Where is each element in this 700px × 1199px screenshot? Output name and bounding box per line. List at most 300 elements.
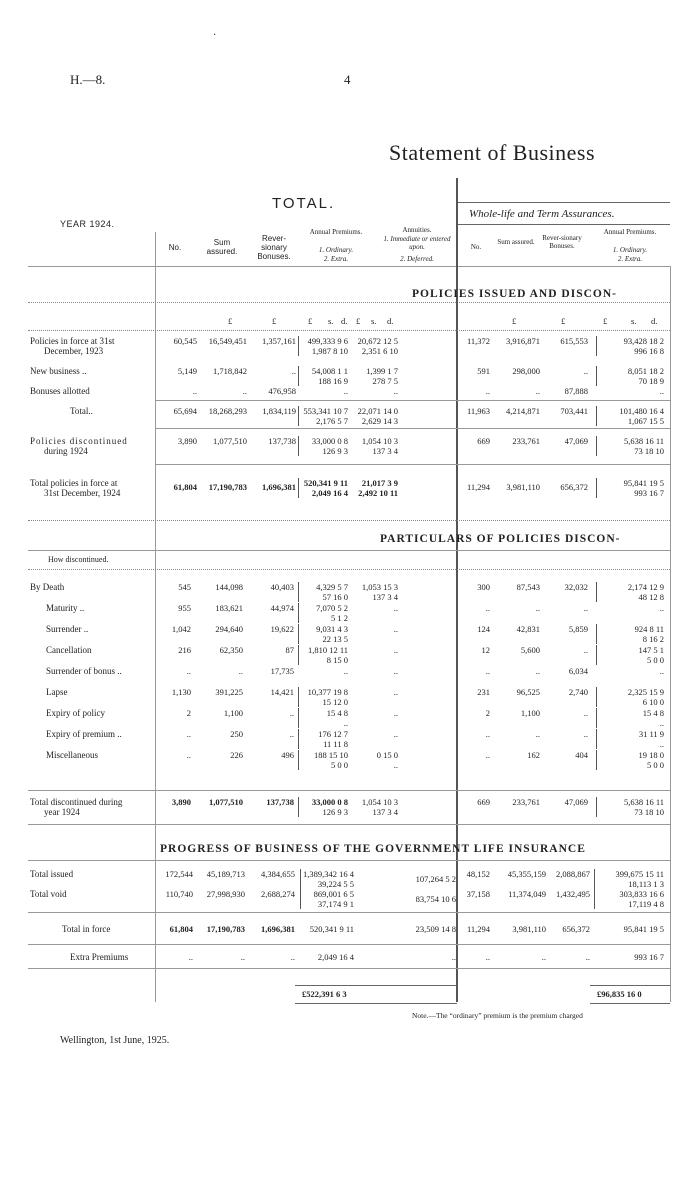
cell-no: .. [188, 952, 193, 962]
cell-rev: 17,735 [270, 666, 294, 676]
col-no: No. [168, 243, 182, 252]
cell-sum: 1,718,842 [213, 366, 247, 376]
wl-cell-prem-extra: 73 18 10 [634, 446, 664, 456]
cell-sum: 18,268,293 [208, 406, 247, 416]
cell-annuity: .. [393, 624, 398, 634]
cell-prem-extra: 188 16 9 [318, 376, 348, 386]
year-label: YEAR 1924. [60, 219, 115, 229]
bracket [596, 336, 600, 356]
col-annuities: Annuities. [402, 226, 432, 234]
cell-ann-immediate: 1,054 10 3 [361, 797, 398, 807]
cell-prem-ordinary: 33,000 0 8 [311, 797, 348, 807]
cell-annuity: .. [393, 760, 398, 770]
wl-cell-rev: .. [585, 952, 590, 962]
wl-cell-no: 11,294 [466, 924, 490, 934]
row-label: Surrender .. [46, 624, 89, 634]
cell-annuity: .. [393, 729, 398, 739]
cell-ann-deferred: 278 7 5 [372, 376, 398, 386]
cell-rev: 2,688,274 [261, 889, 295, 899]
wl-cell-no: 124 [477, 624, 490, 634]
cell-no: 172,544 [165, 869, 193, 879]
wl-cell-prem-ordinary: 5,638 16 11 [623, 436, 664, 446]
cell-premium: 2,049 16 4 [317, 952, 354, 962]
unit-s-wl-prem: s. [631, 316, 637, 326]
unit-pound-rev: £ [272, 316, 277, 326]
cell-prem-extra: 2,049 16 4 [311, 488, 348, 498]
col-ap-extra: 2. Extra. [323, 255, 349, 263]
cell-premium: 520,341 9 11 [309, 924, 354, 934]
unit-s-ann: s. [371, 316, 377, 326]
bracket [300, 889, 304, 909]
cell-prem-ordinary: 33,000 0 8 [311, 436, 348, 446]
cell-annuity: .. [393, 708, 398, 718]
cell-ann-deferred: 137 3 4 [372, 446, 398, 456]
wl-cell-rev: 404 [575, 750, 588, 760]
wl-col-ap-ordinary: 1. Ordinary. [612, 246, 648, 254]
col-ap-ordinary: 1. Ordinary. [318, 246, 354, 254]
wl-cell-sum: 5,600 [520, 645, 540, 655]
row-label: Surrender of bonus .. [46, 666, 122, 676]
cell-rev: 476,958 [268, 386, 296, 396]
wl-cell-no: 48,152 [466, 869, 490, 879]
cell-rev: 137,738 [266, 797, 294, 807]
cell-rev: .. [289, 708, 294, 718]
cell-sum: 391,225 [215, 687, 243, 697]
wl-cell-premium: 19 18 0 [638, 750, 664, 760]
wl-cell-rev: 656,372 [562, 924, 590, 934]
cell-rev: 496 [281, 750, 294, 760]
cell-no: 65,694 [173, 406, 197, 416]
row-label: Total.. [70, 406, 93, 416]
bracket [596, 750, 600, 770]
wl-cell-premium: 18,113 1 3 [628, 879, 664, 889]
wl-cell-no: .. [485, 729, 490, 739]
page-number: 4 [344, 72, 351, 87]
wl-cell-premium: 15 4 8 [642, 708, 664, 718]
bracket [298, 624, 302, 644]
footer-date: Wellington, 1st June, 1925. [60, 1035, 170, 1046]
wl-cell-no: 11,372 [466, 336, 490, 346]
cell-annuity: 107,264 5 2 [415, 874, 456, 884]
wl-cell-prem-extra: 993 16 7 [634, 488, 664, 498]
wl-cell-sum: 233,761 [512, 797, 540, 807]
row-rule [28, 968, 670, 969]
wl-cell-sum: 3,916,871 [506, 336, 540, 346]
bracket [596, 436, 600, 456]
cell-prem-extra: 2,176 5 7 [316, 416, 348, 426]
cell-annuity: 1,053 15 3 [361, 582, 398, 592]
cell-rev: 44,974 [270, 603, 294, 613]
cell-sum: 62,350 [219, 645, 243, 655]
col-ann-immediate: 1. Immediate or entered upon. [383, 235, 451, 251]
cell-annuity: .. [393, 645, 398, 655]
wl-cell-premium: 48 12 8 [638, 592, 664, 602]
wl-cell-rev: .. [583, 603, 588, 613]
row-label: Maturity .. [46, 603, 85, 613]
bracket [298, 366, 302, 386]
row-label: Total issued [30, 869, 74, 879]
cell-rev: 87 [285, 645, 294, 655]
row-label: Lapse [46, 687, 68, 697]
row-rule [155, 428, 670, 429]
cell-prem-extra: 1,987 8 10 [311, 346, 348, 356]
cell-premium: 22 13 5 [322, 634, 348, 644]
cell-no: 955 [178, 603, 191, 613]
bracket [596, 478, 600, 498]
wl-cell-premium: 147 5 1 [638, 645, 664, 655]
wl-cell-prem-extra: 1,067 15 5 [627, 416, 664, 426]
wl-grand-total: £96,835 16 0 [597, 989, 642, 999]
cell-prem-ordinary: 553,341 10 7 [303, 406, 348, 416]
wl-cell-no: .. [485, 603, 490, 613]
cell-no: .. [186, 666, 191, 676]
cell-no: .. [186, 750, 191, 760]
wl-cell-rev: 2,088,867 [556, 869, 590, 879]
wl-cell-prem-ordinary: 8,051 18 2 [627, 366, 664, 376]
col-sum-assured: Sum assured. [206, 238, 238, 256]
cell-sum: 144,098 [215, 582, 243, 592]
wl-cell-premium: .. [659, 666, 664, 676]
wl-cell-rev: .. [583, 366, 588, 376]
bracket [298, 687, 302, 707]
wl-cell-no: .. [485, 666, 490, 676]
section-progress: PROGRESS OF BUSINESS OF THE GOVERNMENT LIFE INSURANCE [160, 843, 586, 855]
wl-cell-prem-ordinary: .. [659, 386, 664, 396]
cell-premium: 188 15 10 [314, 750, 348, 760]
wl-cell-prem-ordinary: 95,841 19 5 [623, 478, 664, 488]
wl-cell-no: 2 [485, 708, 490, 718]
cell-rev: 40,403 [270, 582, 294, 592]
wl-cell-rev: 703,441 [560, 406, 588, 416]
wl-cell-prem-ordinary: 5,638 16 11 [623, 797, 664, 807]
wl-cell-sum: 3,981,110 [512, 924, 546, 934]
wl-cell-no: 669 [477, 797, 490, 807]
wl-cell-sum: 1,100 [520, 708, 540, 718]
footnote: Note.—The “ordinary” premium is the premium charged [412, 1011, 583, 1020]
cell-prem-ordinary: .. [343, 386, 348, 396]
wl-cell-no: 11,294 [466, 482, 490, 492]
cell-no: 545 [178, 582, 191, 592]
cell-no: 61,804 [169, 924, 193, 934]
wl-cell-rev: 5,859 [568, 624, 588, 634]
col-reversionary: Rever-sionary Bonuses. [257, 234, 291, 261]
row-label-line2: during 1924 [44, 446, 88, 456]
cell-ann-deferred: 2,492 10 11 [358, 488, 398, 498]
cell-annuity: 23,509 14 8 [415, 924, 456, 934]
wl-cell-no: 300 [477, 582, 490, 592]
wl-cell-sum: 45,355,159 [507, 869, 546, 879]
cell-premium: .. [343, 666, 348, 676]
wl-cell-premium: 303,833 16 6 [619, 889, 664, 899]
wl-cell-rev: 2,740 [568, 687, 588, 697]
how-discontinued-label: How discontinued. [48, 555, 109, 564]
cell-sum: 17,190,783 [206, 924, 245, 934]
unit-pound-wl-prem: £ [603, 316, 608, 326]
total-heading: TOTAL. [272, 195, 336, 212]
wl-cell-prem-extra: 73 18 10 [634, 807, 664, 817]
unit-pound-ann: £ [356, 316, 361, 326]
grand-total: £522,391 6 3 [302, 989, 347, 999]
wl-cell-rev: 6,034 [568, 666, 588, 676]
cell-premium: 5 1 2 [331, 613, 348, 623]
bracket [298, 406, 302, 426]
unit-d-ann: d. [387, 316, 394, 326]
bracket [298, 582, 302, 602]
cell-no: 61,804 [173, 482, 197, 492]
wl-cell-no: 37,158 [466, 889, 490, 899]
row-label-line2: December, 1923 [44, 346, 104, 356]
cell-premium: 10,377 19 8 [307, 687, 348, 697]
row-label: New business .. [30, 366, 87, 376]
row-label: Expiry of policy [46, 708, 105, 718]
wl-cell-rev: 47,069 [564, 797, 588, 807]
cell-no: 2 [186, 708, 191, 718]
bracket [596, 406, 600, 426]
section-issued: POLICIES ISSUED AND DISCON- [412, 288, 617, 300]
cell-ann-deferred: 2,351 6 10 [361, 346, 398, 356]
wl-cell-sum: 87,543 [516, 582, 540, 592]
wl-cell-no: 669 [477, 436, 490, 446]
row-label-line2: 31st December, 1924 [44, 488, 121, 498]
wl-cell-sum: 162 [527, 750, 540, 760]
wl-cell-sum: .. [535, 666, 540, 676]
row-label: Policies in force at 31st [30, 336, 115, 346]
cell-rev: 4,384,655 [261, 869, 295, 879]
col-annual-premiums: Annual Premiums. [309, 228, 363, 236]
wl-cell-premium: 2,174 12 9 [627, 582, 664, 592]
bracket [596, 582, 600, 602]
cell-annuity: 83,754 10 6 [415, 894, 456, 904]
wl-cell-premium: 8 16 2 [642, 634, 664, 644]
bracket [596, 708, 600, 728]
bracket [596, 797, 600, 817]
cell-no: 1,042 [171, 624, 191, 634]
unit-pound-wl-sum: £ [512, 316, 517, 326]
wl-cell-premium: .. [659, 739, 664, 749]
cell-no: 3,890 [177, 436, 197, 446]
cell-annuity: .. [393, 687, 398, 697]
row-label: Total policies in force at [30, 478, 118, 488]
cell-sum: 250 [230, 729, 243, 739]
bracket [596, 624, 600, 644]
cell-sum: 27,998,930 [206, 889, 245, 899]
wl-cell-sum: 4,214,871 [506, 406, 540, 416]
wl-cell-no: 591 [477, 366, 490, 376]
wl-col-no: No. [470, 243, 482, 251]
wl-cell-sum: 42,831 [516, 624, 540, 634]
cell-premium: 39,224 5 5 [317, 879, 354, 889]
cell-rev: 1,834,119 [262, 406, 296, 416]
cell-sum: .. [242, 386, 247, 396]
wl-cell-no: .. [485, 750, 490, 760]
bracket [594, 889, 598, 909]
cell-ann-deferred: 137 3 4 [372, 807, 398, 817]
cell-rev: 1,696,381 [262, 482, 296, 492]
row-label: Extra Premiums [70, 952, 129, 962]
cell-no: 110,740 [165, 889, 193, 899]
cell-premium: 11 11 8 [323, 739, 348, 749]
cell-no: 60,545 [173, 336, 197, 346]
page-title: Statement of Business [389, 140, 596, 165]
col-ann-deferred: 2. Deferred. [400, 255, 434, 263]
cell-annuity: .. [451, 952, 456, 962]
wl-cell-sum: 298,000 [512, 366, 540, 376]
row-label: By Death [30, 582, 65, 592]
row-rule [28, 912, 670, 913]
bracket [298, 750, 302, 770]
cell-sum: 226 [230, 750, 243, 760]
wl-cell-rev: .. [583, 645, 588, 655]
wl-cell-sum: 233,761 [512, 436, 540, 446]
cell-premium: 8 15 0 [326, 655, 348, 665]
wl-cell-premium: 2,325 15 9 [627, 687, 664, 697]
cell-no: 3,890 [171, 797, 191, 807]
cell-premium: 7,070 5 2 [316, 603, 348, 613]
unit-s-prem: s. [328, 316, 334, 326]
cell-rev: 14,421 [270, 687, 294, 697]
row-label: Bonuses allotted [30, 386, 90, 396]
wl-cell-no: .. [485, 952, 490, 962]
wl-cell-sum: .. [535, 729, 540, 739]
cell-rev: 137,738 [268, 436, 296, 446]
wl-cell-sum: .. [541, 952, 546, 962]
wl-cell-premium: .. [659, 718, 664, 728]
cell-premium: 5 0 0 [331, 760, 348, 770]
unit-d-wl-prem: d. [651, 316, 658, 326]
cell-sum: 294,640 [215, 624, 243, 634]
cell-sum: 16,549,451 [208, 336, 247, 346]
wl-cell-no: 12 [481, 645, 490, 655]
wl-cell-sum: .. [535, 386, 540, 396]
cell-ann-immediate: 21,017 3 9 [361, 478, 398, 488]
wl-cell-prem-ordinary: 93,428 18 2 [623, 336, 664, 346]
whole-life-heading: Whole-life and Term Assurances. [469, 208, 615, 220]
bracket [298, 478, 302, 498]
cell-premium: 1,810 12 11 [307, 645, 348, 655]
cell-sum: .. [238, 666, 243, 676]
bracket [298, 729, 302, 749]
cell-sum: 45,189,713 [206, 869, 245, 879]
wl-cell-premium: 924 8 11 [634, 624, 664, 634]
row-label: Total void [30, 889, 67, 899]
wl-cell-sum: 3,981,110 [506, 482, 540, 492]
bracket [298, 797, 302, 817]
wl-col-sum: Sum assured. [497, 238, 535, 246]
wl-cell-rev: 47,069 [564, 436, 588, 446]
cell-sum: 17,190,783 [208, 482, 247, 492]
cell-rev: .. [291, 366, 296, 376]
wl-col-rev: Rever-sionary Bonuses. [542, 234, 582, 250]
cell-ann-immediate: 20,672 12 5 [357, 336, 398, 346]
bracket [298, 645, 302, 665]
cell-premium: 57 16 0 [322, 592, 348, 602]
cell-rev: .. [289, 729, 294, 739]
cell-premium: 15 12 0 [322, 697, 348, 707]
wl-cell-premium: 31 11 9 [638, 729, 664, 739]
cell-premium: 1,389,342 16 4 [303, 869, 354, 879]
wl-cell-prem-extra: 70 18 9 [638, 376, 664, 386]
cell-no: .. [186, 729, 191, 739]
cell-sum: 183,621 [215, 603, 243, 613]
cell-premium: 37,174 9 1 [317, 899, 354, 909]
wl-col-ap: Annual Premiums. [603, 228, 657, 236]
wl-cell-premium: 5 0 0 [647, 655, 664, 665]
cell-no: 1,130 [171, 687, 191, 697]
wl-cell-rev: 32,032 [564, 582, 588, 592]
cell-rev: 1,357,161 [262, 336, 296, 346]
wl-cell-sum: .. [535, 603, 540, 613]
bracket [298, 603, 302, 623]
cell-sum: 1,077,510 [209, 797, 243, 807]
cell-annuity: 0 15 0 [376, 750, 398, 760]
unit-pound-wl-rev: £ [561, 316, 566, 326]
bracket [596, 729, 600, 749]
row-label: Expiry of premium .. [46, 729, 122, 739]
bracket [300, 869, 304, 889]
unit-d-prem: d. [341, 316, 348, 326]
wl-cell-sum: 11,374,049 [508, 889, 546, 899]
wl-cell-rev: .. [583, 708, 588, 718]
cell-ann-immediate: 22,071 14 0 [357, 406, 398, 416]
bracket [596, 645, 600, 665]
bracket [594, 869, 598, 889]
cell-prem-ordinary: 520,341 9 11 [303, 478, 348, 488]
wl-cell-premium: 95,841 19 5 [623, 924, 664, 934]
row-rule [28, 944, 670, 945]
cell-prem-extra: 126 9 3 [322, 446, 348, 456]
wl-cell-rev: 1,432,495 [556, 889, 590, 899]
wl-cell-no: 231 [477, 687, 490, 697]
bracket [298, 436, 302, 456]
wl-cell-no: .. [485, 386, 490, 396]
row-label: Total in force [62, 924, 111, 934]
wl-cell-premium: 6 10 0 [642, 697, 664, 707]
unit-pound-prem: £ [308, 316, 313, 326]
cell-sum: .. [240, 952, 245, 962]
cell-rev: 19,622 [270, 624, 294, 634]
row-label: Total discontinued during [30, 797, 123, 807]
bracket [298, 336, 302, 356]
cell-premium: 15 4 8 [326, 708, 348, 718]
bracket [596, 366, 600, 386]
cell-ann-immediate: .. [393, 386, 398, 396]
bracket [298, 708, 302, 728]
wl-cell-premium: 17,119 4 8 [628, 899, 664, 909]
cell-premium: 176 12 7 [318, 729, 348, 739]
wl-cell-sum: 96,525 [516, 687, 540, 697]
wl-cell-prem-ordinary: 101,480 16 4 [619, 406, 664, 416]
row-label-line2: year 1924 [44, 807, 80, 817]
cell-annuity: .. [393, 666, 398, 676]
wl-cell-rev: 656,372 [560, 482, 588, 492]
page-mark: · [213, 30, 217, 41]
cell-prem-ordinary: 54,008 1 1 [311, 366, 348, 376]
cell-premium: 869,001 6 5 [313, 889, 354, 899]
cell-ann-deferred: 2,629 14 3 [361, 416, 398, 426]
cell-no: .. [192, 386, 197, 396]
wl-cell-premium: 399,675 15 11 [615, 869, 664, 879]
wl-cell-rev: 87,888 [564, 386, 588, 396]
cell-prem-extra: 126 9 3 [322, 807, 348, 817]
cell-no: 216 [178, 645, 191, 655]
wl-cell-premium: 993 16 7 [634, 952, 664, 962]
cell-rev: 1,696,381 [261, 924, 295, 934]
wl-cell-premium: 5 0 0 [647, 760, 664, 770]
cell-no: 5,149 [177, 366, 197, 376]
cell-premium: 9,031 4 3 [316, 624, 348, 634]
cell-annuity: 137 3 4 [372, 592, 398, 602]
cell-rev: .. [290, 952, 295, 962]
